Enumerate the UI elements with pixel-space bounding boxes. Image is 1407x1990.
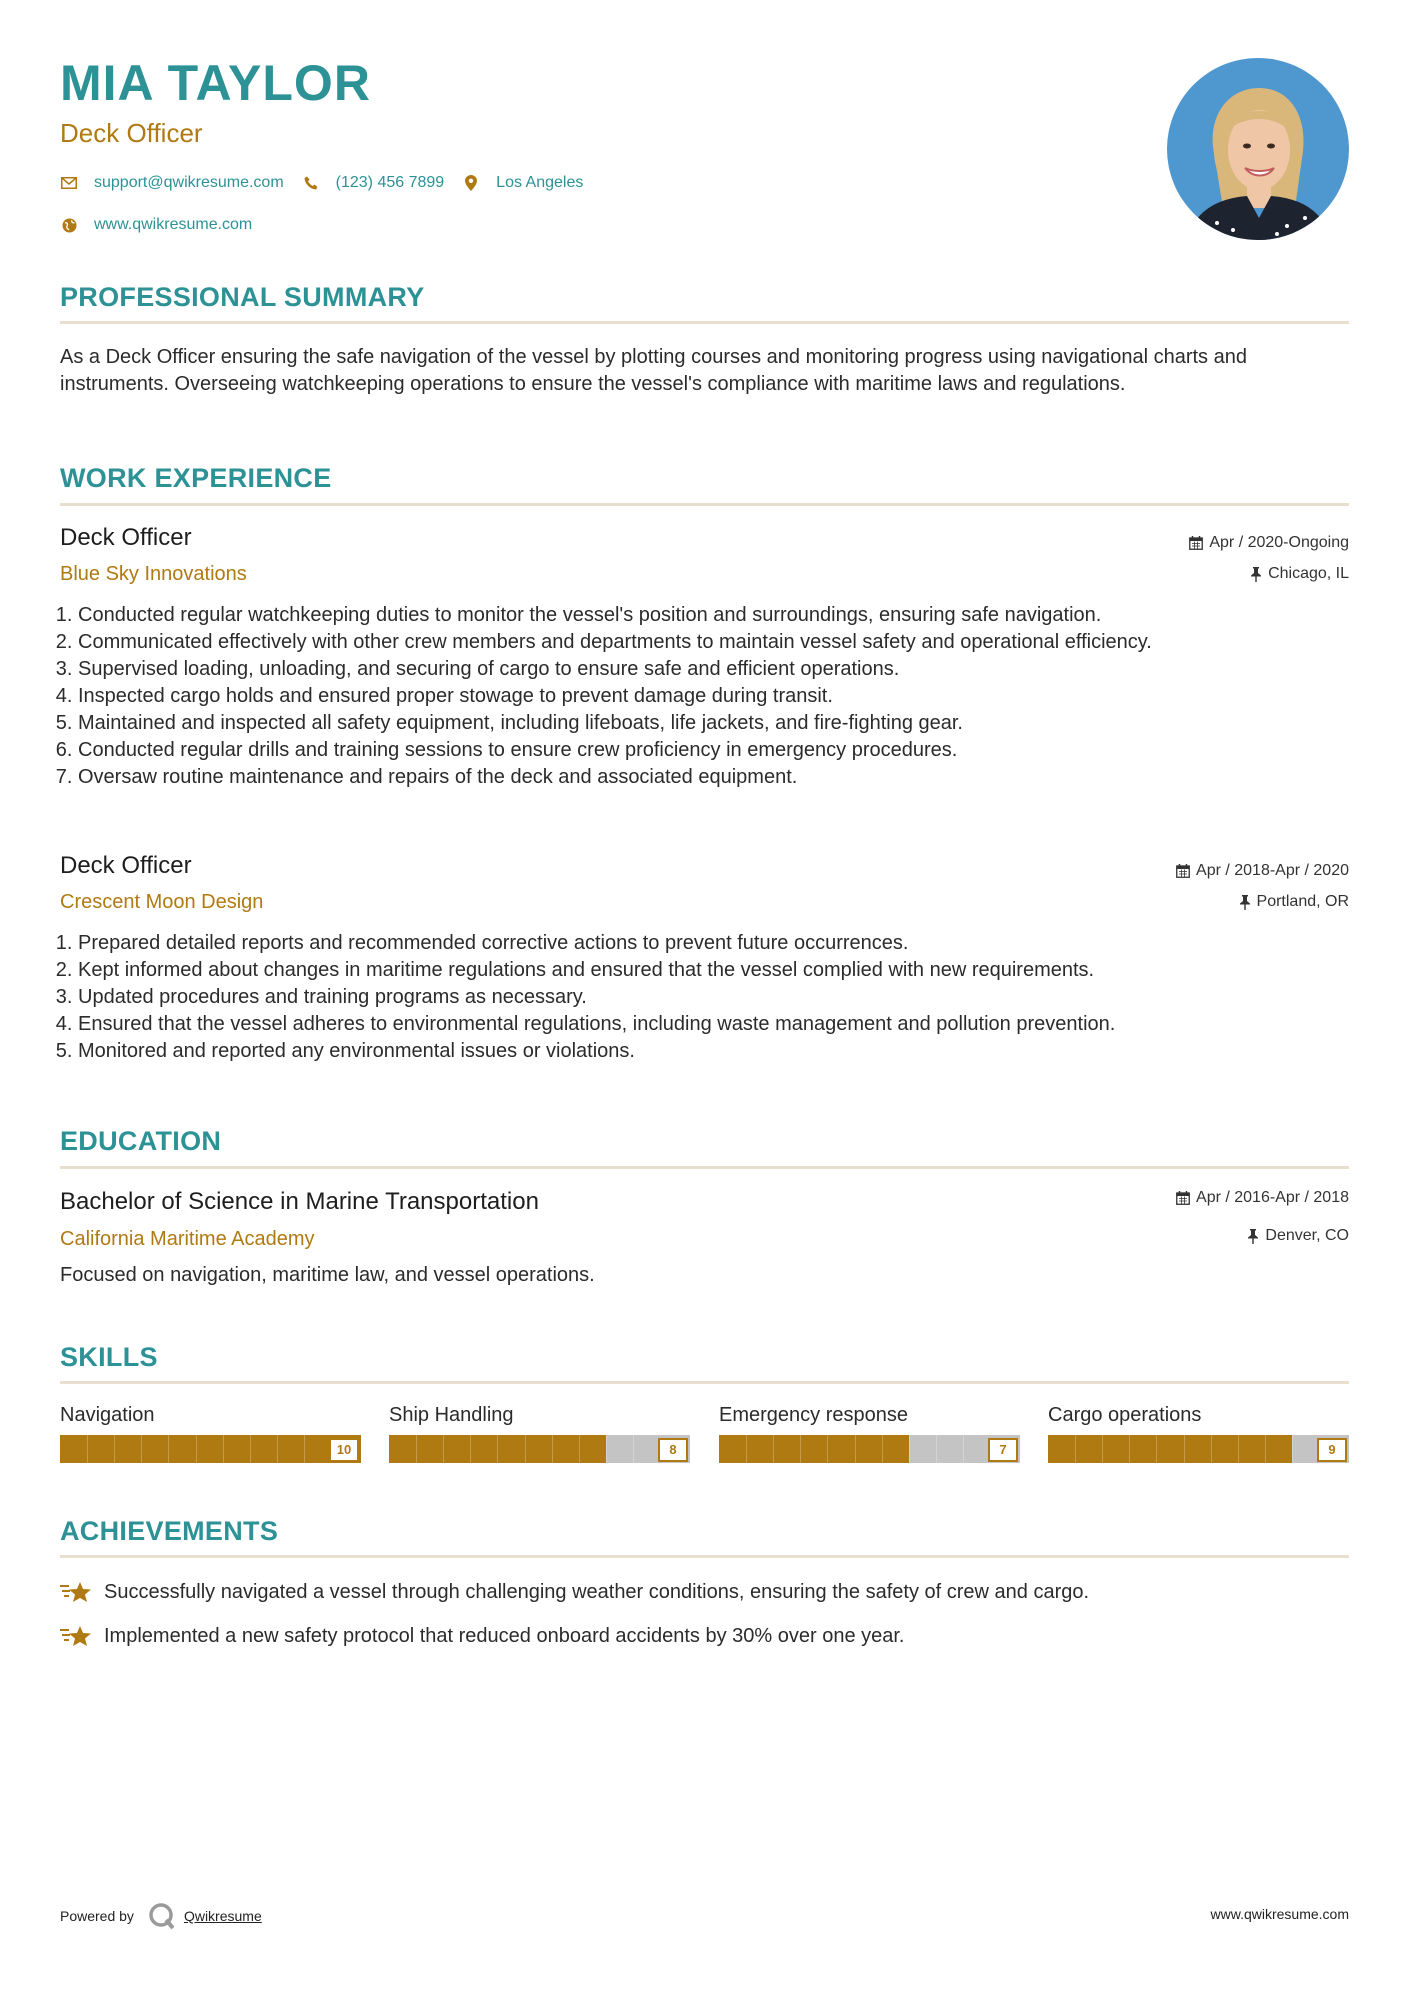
skill-bar-segment [497,1435,498,1463]
job-company: Blue Sky Innovations [60,563,247,585]
skills-heading: SKILLS [60,1342,158,1372]
skill-bar-fill [719,1435,909,1463]
qwikresume-logo-icon [148,1902,176,1930]
skill-bar-segment [1211,1435,1212,1463]
footer-brand-link[interactable]: Qwikresume [183,1908,262,1924]
education-degree: Bachelor of Science in Marine Transportation [60,1188,539,1215]
job-dates-text: Apr / 2018-Apr / 2020 [1196,862,1349,879]
job-company: Crescent Moon Design [60,891,264,913]
job-role: Deck Officer [60,852,192,879]
candidate-title: Deck Officer [60,118,203,148]
section-divider [60,1381,1349,1384]
achievement-item [60,1622,905,1650]
powered-by-label: Powered by [60,1908,134,1924]
skill-name: Cargo operations [1048,1404,1202,1426]
job-dates [1189,535,1349,551]
skill-item [719,1405,1020,1463]
pushpin-icon [1247,1229,1259,1244]
list-item: 1. Prepared detailed reports and recommended corrective actions to prevent future occurrences. [78,930,1348,957]
website-text: www.qwikresume.com [94,216,253,233]
skill-bar-segment [1156,1435,1157,1463]
job-bullets [60,930,1348,1065]
skill-bar-segment [909,1435,910,1463]
skill-bar [1048,1435,1349,1463]
contact-website[interactable] [60,216,252,234]
skill-bar-fill [1048,1435,1292,1463]
contact-row [60,174,601,192]
skill-bar-segment [1129,1435,1130,1463]
list-item: 7. Oversaw routine maintenance and repairs of the deck and associated equipment. [78,764,1348,791]
job-location-text: Portland, OR [1256,893,1349,910]
skill-level: 10 [329,1438,359,1462]
skill-bar-segment [141,1435,142,1463]
map-pin-icon [462,174,480,192]
skill-bar-segment [773,1435,774,1463]
skill-item [60,1405,361,1463]
skill-bar-fill [60,1435,361,1463]
skill-bar-segment [1265,1435,1266,1463]
skill-bar-segment [552,1435,553,1463]
contact-phone[interactable] [302,174,445,192]
skill-bar-segment [250,1435,251,1463]
skill-bar-segment [746,1435,747,1463]
achievement-item [60,1578,1089,1606]
skill-bar-segment [882,1435,883,1463]
job-location-text: Chicago, IL [1268,565,1349,582]
contact-row-website [60,216,270,234]
calendar-icon [1176,1191,1190,1205]
summary-text: As a Deck Officer ensuring the safe navigation of the vessel by plotting courses and monitoring progress using navigational charts and instruments. Overseeing watchkeeping operations to ensure the vessel's compliance with maritime laws and regulations. [60,346,1247,395]
list-item: 3. Updated procedures and training programs as necessary. [78,984,1348,1011]
skill-bar-segment [304,1435,305,1463]
job-location [1239,894,1349,910]
list-item: 6. Conducted regular drills and training sessions to ensure crew proficiency in emergency procedures. [78,737,1348,764]
skill-name: Emergency response [719,1404,908,1426]
skill-item [389,1405,690,1463]
skill-bar-segment [800,1435,801,1463]
skill-bar-segment [196,1435,197,1463]
phone-text: (123) 456 7899 [335,174,445,191]
job-bullets [60,602,1348,791]
achievements-heading: ACHIEVEMENTS [60,1516,279,1546]
job-dates-text: Apr / 2020-Ongoing [1209,534,1349,551]
section-divider [60,321,1349,324]
education-dates-text: Apr / 2016-Apr / 2018 [1196,1189,1349,1206]
calendar-icon [1189,536,1203,550]
contact-location [462,174,583,192]
education-heading: EDUCATION [60,1126,222,1156]
list-item: 2. Kept informed about changes in maritime regulations and ensured that the vessel complied with new requirements. [78,957,1348,984]
pushpin-icon [1250,567,1262,582]
footer-powered-by [60,1902,262,1930]
job-location [1250,566,1349,582]
list-item: 3. Supervised loading, unloading, and securing of cargo to ensure safe and efficient operations. [78,656,1348,683]
skill-bar-segment [633,1435,634,1463]
skill-bar-segment [443,1435,444,1463]
skill-name: Navigation [60,1404,155,1426]
skill-bar-segment [168,1435,169,1463]
skill-item [1048,1405,1349,1463]
skill-bar-segment [1184,1435,1185,1463]
skill-bar-segment [1292,1435,1293,1463]
skill-bar [719,1435,1020,1463]
skill-level: 9 [1317,1438,1347,1462]
skill-bar-segment [114,1435,115,1463]
calendar-icon [1176,864,1190,878]
skill-bar-segment [963,1435,964,1463]
achievement-text: Implemented a new safety protocol that reduced onboard accidents by 30% over one year. [104,1624,905,1647]
skill-name: Ship Handling [389,1404,514,1426]
skill-level: 8 [658,1438,688,1462]
skill-bar-segment [1075,1435,1076,1463]
skill-bar-segment [277,1435,278,1463]
list-item: 4. Inspected cargo holds and ensured proper stowage to prevent damage during transit. [78,683,1348,710]
shooting-star-icon [60,1578,92,1606]
education-school: California Maritime Academy [60,1228,315,1250]
experience-heading: WORK EXPERIENCE [60,463,332,493]
skill-bar-segment [1102,1435,1103,1463]
summary-heading: PROFESSIONAL SUMMARY [60,282,425,312]
job-dates [1176,863,1349,879]
skill-bar-segment [855,1435,856,1463]
education-description: Focused on navigation, maritime law, and vessel operations. [60,1264,595,1286]
skill-bar-segment [525,1435,526,1463]
section-divider [60,503,1349,506]
skill-level: 7 [988,1438,1018,1462]
section-divider [60,1555,1349,1558]
list-item: 2. Communicated effectively with other crew members and departments to maintain vessel safety and operational efficiency. [78,629,1348,656]
skill-bar-segment [827,1435,828,1463]
education-dates [1176,1190,1349,1206]
globe-icon [60,216,78,234]
avatar [1167,58,1349,240]
list-item: 4. Ensured that the vessel adheres to environmental regulations, including waste management and pollution prevention. [78,1011,1348,1038]
phone-icon [302,174,320,192]
location-text: Los Angeles [496,174,584,191]
skill-bar-segment [579,1435,580,1463]
skill-bar-segment [1238,1435,1239,1463]
section-divider [60,1166,1349,1169]
contact-email[interactable] [60,174,284,192]
skill-bar-segment [470,1435,471,1463]
email-text: support@qwikresume.com [94,174,284,191]
achievement-text: Successfully navigated a vessel through challenging weather conditions, ensuring the safety of crew and cargo. [104,1580,1090,1603]
list-item: 5. Monitored and reported any environmental issues or violations. [78,1038,1348,1065]
skill-bar [389,1435,690,1463]
envelope-icon [60,174,78,192]
pushpin-icon [1239,895,1251,910]
skill-bar-segment [223,1435,224,1463]
education-location [1247,1228,1349,1244]
shooting-star-icon [60,1622,92,1650]
list-item: 1. Conducted regular watchkeeping duties to monitor the vessel's position and surroundings, ensuring safe navigation. [78,602,1348,629]
skill-bar [60,1435,361,1463]
skill-bar-segment [936,1435,937,1463]
skill-bar-segment [416,1435,417,1463]
footer-website[interactable]: www.qwikresume.com [1210,1906,1349,1922]
list-item: 5. Maintained and inspected all safety equipment, including lifeboats, life jackets, and fire-fighting gear. [78,710,1348,737]
skill-bar-segment [87,1435,88,1463]
skill-bar-segment [606,1435,607,1463]
education-location-text: Denver, CO [1265,1227,1349,1244]
candidate-name: MIA TAYLOR [60,55,371,111]
job-role: Deck Officer [60,524,192,551]
